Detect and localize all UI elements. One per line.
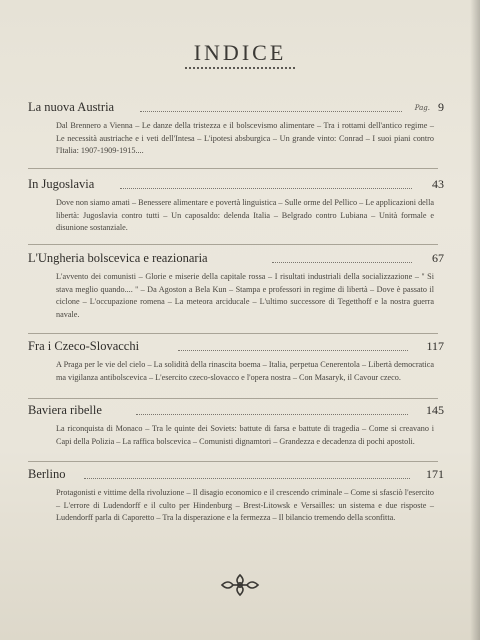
chapter-title: Fra i Czeco-Slovacchi bbox=[28, 339, 140, 353]
separator-line bbox=[28, 461, 438, 462]
toc-entry bbox=[28, 467, 444, 525]
chapter-summary: Protagonisti e vittime della rivoluzione – Il disagio economico e il crescendo criminale – Come si sfasciò l'esercito – L'errore di Ludendorff e il culto per Hindenburg – Brest-Litowsk e Versailles: un sistema e due risposte – Ludendorff parla di Caporetto – Tra la disperazione e la fermezza – Il bilancio tremendo della sconfitta. bbox=[56, 488, 434, 523]
chapter-summary: A Praga per le vie del cielo – La solidità della rinascita boema – Italia, perpetua Cenerentola – Libertà democratica ma vigilanza antibolscevica – L'esercito czeco-slovacco e l'opera nostra – Con Masaryk, il Cavour czeco. bbox=[56, 360, 434, 382]
title-dotted-rule bbox=[185, 67, 295, 69]
page-number: 145 bbox=[426, 403, 444, 417]
toc-entry bbox=[28, 251, 444, 322]
chapter-title: L'Ungheria bolscevica e reazionaria bbox=[28, 251, 208, 265]
chapter-title: In Jugoslavia bbox=[28, 177, 95, 191]
leader-dots bbox=[84, 478, 410, 479]
leader-dots bbox=[272, 262, 412, 263]
page-title: INDICE bbox=[193, 40, 287, 65]
page-number: 171 bbox=[426, 467, 444, 481]
chapter-title: Baviera ribelle bbox=[28, 403, 102, 417]
toc-entry bbox=[28, 177, 444, 235]
chapter-summary: Dove non siamo amati – Benessere alimentare e povertà linguistica – Sulle orme del Pellico – Le applicazioni della libertà: Jugoslavia contro tutti – Un caposaldo: delenda Italia – Belgrado contro Lubiana – Unità formale e disunione sostanziale. bbox=[56, 198, 434, 233]
page-number: 43 bbox=[432, 177, 444, 191]
chapter-title: Berlino bbox=[28, 467, 66, 481]
toc-entry bbox=[28, 100, 444, 158]
page-number: 67 bbox=[432, 251, 444, 265]
separator-line bbox=[28, 333, 438, 334]
separator-line bbox=[28, 244, 438, 245]
leader-dots bbox=[178, 350, 408, 351]
floral-ornament-icon bbox=[218, 572, 262, 598]
page-word: Pag. bbox=[414, 104, 430, 112]
toc-entry bbox=[28, 339, 444, 384]
chapter-summary: La riconquista di Monaco – Tra le quinte dei Soviets: battute di farsa e battute di tragedia – Come si creavano i Capi della Polizia – La raffica bolscevica – Comunisti dignamtori – Grandezza e decadenza di pochi apostoli. bbox=[56, 424, 434, 446]
page-edge-shadow bbox=[470, 0, 480, 640]
toc-entry bbox=[28, 403, 444, 448]
chapter-summary: Dal Brennero a Vienna – Le danze della tristezza e il bolscevismo alimentare – Tra i rottami dell'antico regime – Le necessità austriache e i veti dell'Intesa – L'ipotesi absburgica – Un grande vinto: Conrad – I suoi piani contro l'Italia: 1907-1909-1915.... bbox=[56, 121, 434, 156]
leader-dots bbox=[140, 111, 402, 112]
chapter-summary: L'avvento dei comunisti – Glorie e miserie della capitale rossa – I risultati industriali della socializzazione – '' Si stava meglio quando.... '' – Da Agoston a Bela Kun – Stampa e professori in regime di libertà – Dove è passato il ciclone – L'occupazione romena – La meteora arciducale – L'ultimo successore di Tegetthoff e la nostra guerra navale. bbox=[56, 272, 434, 320]
page-number: 117 bbox=[426, 339, 444, 353]
separator-line bbox=[28, 398, 438, 399]
leader-dots bbox=[120, 188, 412, 189]
leader-dots bbox=[136, 414, 408, 415]
chapter-title: La nuova Austria bbox=[28, 100, 115, 114]
page-number: 9 bbox=[438, 100, 444, 114]
separator-line bbox=[28, 168, 438, 169]
